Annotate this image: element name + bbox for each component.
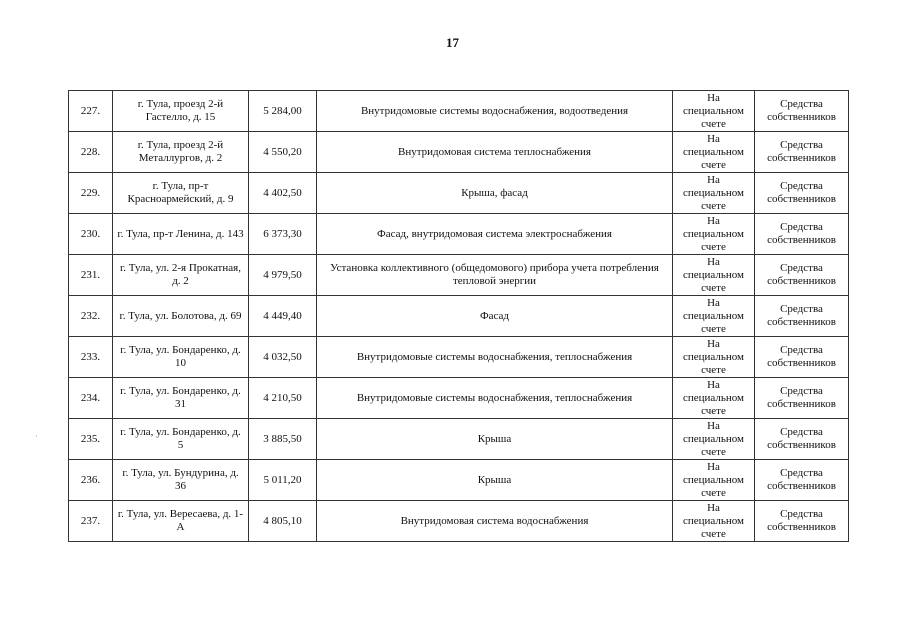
row-number: 228. [69, 132, 113, 173]
row-number: 233. [69, 337, 113, 378]
capital-repair-table [68, 90, 849, 542]
address-cell: г. Тула, проезд 2-й Гастелло, д. 15 [113, 91, 249, 132]
funds-cell: Средства собственников [755, 91, 849, 132]
works-cell: Установка коллективного (общедомового) прибора учета потребления тепловой энергии [317, 255, 673, 296]
table-row [69, 91, 849, 132]
address-cell: г. Тула, проезд 2-й Металлургов, д. 2 [113, 132, 249, 173]
account-cell: На специальном счете [673, 337, 755, 378]
row-number: 227. [69, 91, 113, 132]
address-cell: г. Тула, ул. Бундурина, д. 36 [113, 460, 249, 501]
row-number: 232. [69, 296, 113, 337]
funds-cell: Средства собственников [755, 255, 849, 296]
row-number: 235. [69, 419, 113, 460]
cost-cell: 4 550,20 [249, 132, 317, 173]
account-cell: На специальном счете [673, 501, 755, 542]
row-number: 229. [69, 173, 113, 214]
row-number: 230. [69, 214, 113, 255]
funds-cell: Средства собственников [755, 214, 849, 255]
page-number: 17 [446, 35, 459, 50]
address-cell: г. Тула, ул. Бондаренко, д. 10 [113, 337, 249, 378]
cost-cell: 4 805,10 [249, 501, 317, 542]
funds-cell: Средства собственников [755, 501, 849, 542]
works-cell: Внутридомовая система теплоснабжения [317, 132, 673, 173]
funds-cell: Средства собственников [755, 173, 849, 214]
address-cell: г. Тула, пр-т Ленина, д. 143 [113, 214, 249, 255]
works-cell: Крыша [317, 419, 673, 460]
table-body [69, 91, 849, 542]
row-number: 231. [69, 255, 113, 296]
funds-cell: Средства собственников [755, 132, 849, 173]
address-cell: г. Тула, ул. 2-я Прокатная, д. 2 [113, 255, 249, 296]
cost-cell: 3 885,50 [249, 419, 317, 460]
table-row [69, 296, 849, 337]
account-cell: На специальном счете [673, 173, 755, 214]
cost-cell: 4 032,50 [249, 337, 317, 378]
account-cell: На специальном счете [673, 296, 755, 337]
account-cell: На специальном счете [673, 419, 755, 460]
account-cell: На специальном счете [673, 214, 755, 255]
works-cell: Крыша, фасад [317, 173, 673, 214]
funds-cell: Средства собственников [755, 460, 849, 501]
table-row [69, 460, 849, 501]
address-cell: г. Тула, ул. Бондаренко, д. 5 [113, 419, 249, 460]
cost-cell: 4 402,50 [249, 173, 317, 214]
works-cell: Внутридомовые системы водоснабжения, теплоснабжения [317, 337, 673, 378]
table-row [69, 255, 849, 296]
table-row [69, 419, 849, 460]
scan-artifact-dot: · [35, 432, 38, 441]
row-number: 236. [69, 460, 113, 501]
table-row [69, 214, 849, 255]
account-cell: На специальном счете [673, 255, 755, 296]
address-cell: г. Тула, пр-т Красноармейский, д. 9 [113, 173, 249, 214]
table-row [69, 173, 849, 214]
funds-cell: Средства собственников [755, 337, 849, 378]
cost-cell: 4 449,40 [249, 296, 317, 337]
table-row [69, 501, 849, 542]
works-cell: Внутридомовая система водоснабжения [317, 501, 673, 542]
cost-cell: 6 373,30 [249, 214, 317, 255]
account-cell: На специальном счете [673, 378, 755, 419]
address-cell: г. Тула, ул. Вересаева, д. 1-А [113, 501, 249, 542]
account-cell: На специальном счете [673, 132, 755, 173]
account-cell: На специальном счете [673, 91, 755, 132]
address-cell: г. Тула, ул. Болотова, д. 69 [113, 296, 249, 337]
works-cell: Крыша [317, 460, 673, 501]
works-cell: Внутридомовые системы водоснабжения, теплоснабжения [317, 378, 673, 419]
table-row [69, 132, 849, 173]
cost-cell: 4 979,50 [249, 255, 317, 296]
address-cell: г. Тула, ул. Бондаренко, д. 31 [113, 378, 249, 419]
table-row [69, 337, 849, 378]
cost-cell: 4 210,50 [249, 378, 317, 419]
funds-cell: Средства собственников [755, 296, 849, 337]
funds-cell: Средства собственников [755, 419, 849, 460]
row-number: 234. [69, 378, 113, 419]
works-cell: Фасад [317, 296, 673, 337]
account-cell: На специальном счете [673, 460, 755, 501]
works-cell: Внутридомовые системы водоснабжения, водоотведения [317, 91, 673, 132]
cost-cell: 5 011,20 [249, 460, 317, 501]
funds-cell: Средства собственников [755, 378, 849, 419]
cost-cell: 5 284,00 [249, 91, 317, 132]
row-number: 237. [69, 501, 113, 542]
works-cell: Фасад, внутридомовая система электроснабжения [317, 214, 673, 255]
table-row [69, 378, 849, 419]
